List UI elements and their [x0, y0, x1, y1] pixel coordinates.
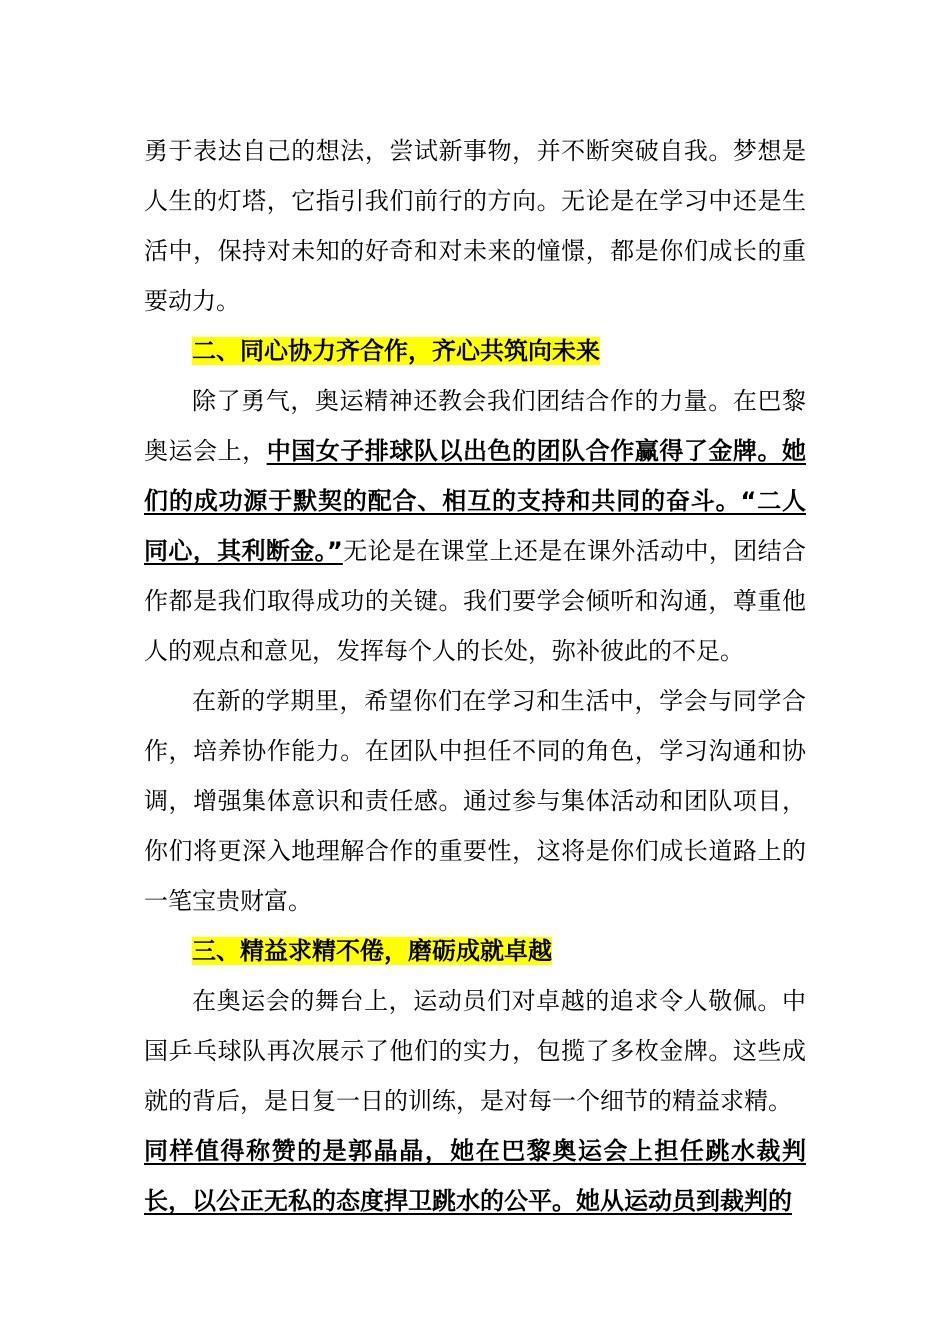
section-heading-excellence	[144, 926, 806, 976]
paragraph-referee	[144, 1126, 806, 1226]
section-heading-teamwork	[144, 326, 806, 376]
emphasized-text: 中国女子排球队以出色的团队合作赢得了金牌。她们的成功源于默契的配合、相互的支持和共同的奋斗。“二人同心，其利断金。”	[144, 437, 807, 565]
document-page	[144, 126, 806, 1226]
paragraph-text: 除了勇气，奥运精神还教会我们团结合作的力量。在巴黎奥运会上，	[144, 387, 806, 465]
paragraph-new-semester: 在新的学期里，希望你们在学习和生活中，学会与同学合作，培养协作能力。在团队中担任不同的角色，学习沟通和协调，增强集体意识和责任感。通过参与集体活动和团队项目，你们将更深入地理解合作的重要性，这将是你们成长道路上的一笔宝贵财富。	[144, 687, 806, 915]
paragraph-dreams: 勇于表达自己的想法，尝试新事物，并不断突破自我。梦想是人生的灯塔，它指引我们前行的方向。无论是在学习中还是生活中，保持对未知的好奇和对未来的憧憬，都是你们成长的重要动力。	[144, 137, 806, 315]
heading-highlight: 三、精益求精不倦，磨砺成就卓越	[192, 937, 552, 965]
paragraph-teamwork	[144, 376, 806, 676]
paragraph-text: 无论是在课堂上还是在课外活动中，团结合作都是我们取得成功的关键。我们要学会倾听和沟通，尊重他人的观点和意见，发挥每个人的长处，弥补彼此的不足。	[144, 537, 807, 665]
heading-highlight: 二、同心协力齐合作，齐心共筑向未来	[192, 337, 600, 365]
paragraph-excellence: 在奥运会的舞台上，运动员们对卓越的追求令人敬佩。中国乒乓球队再次展示了他们的实力，包揽了多枚金牌。这些成就的背后，是日复一日的训练，是对每一个细节的精益求精。	[144, 987, 806, 1115]
emphasized-text: 同样值得称赞的是郭晶晶，她在巴黎奥运会上担任跳水裁判长，以公正无私的态度捍卫跳水的公平。她从运动员到裁判的	[144, 1137, 806, 1215]
